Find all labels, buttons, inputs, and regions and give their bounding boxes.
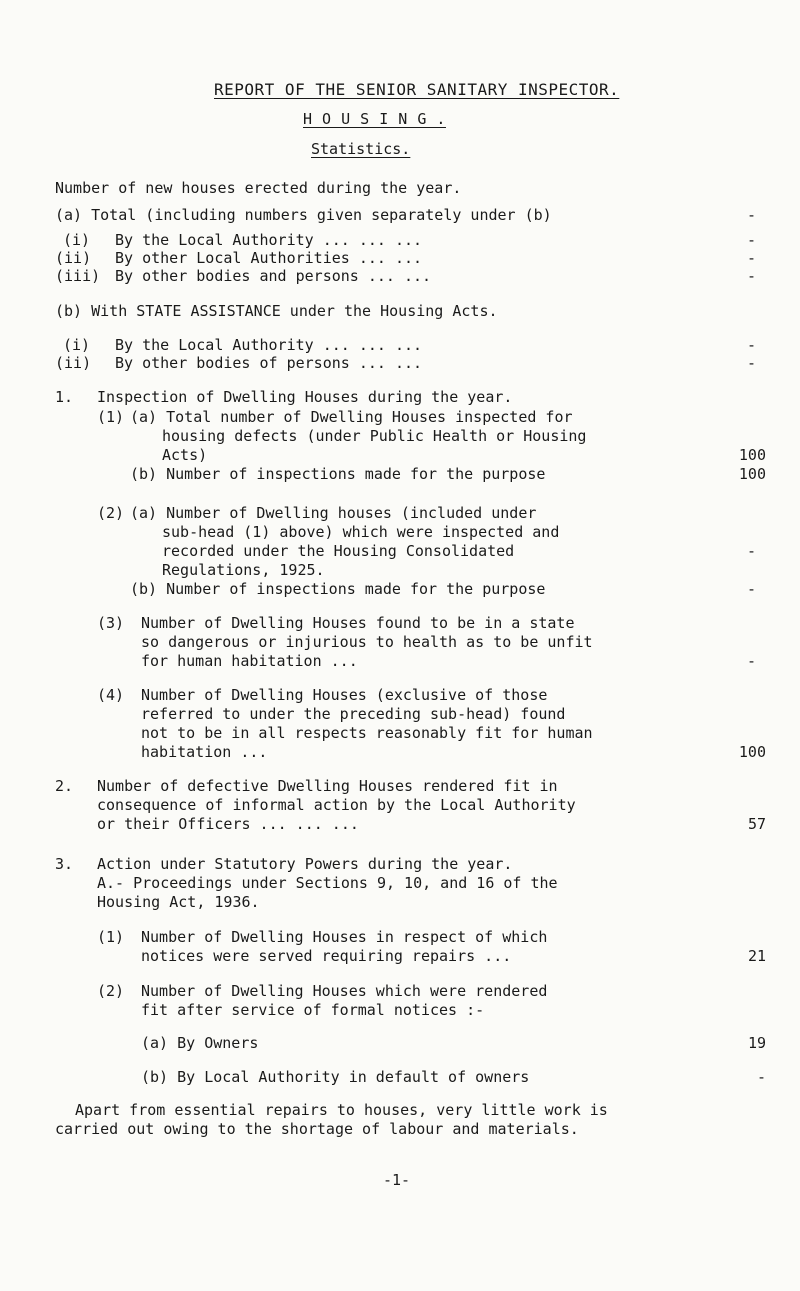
list-item-value: - (746, 336, 756, 354)
list-item-value: - (746, 267, 756, 285)
value: - (756, 1068, 766, 1086)
text-line: Number of Dwelling Houses which were rendered (141, 982, 548, 1000)
subitem-number: (1) (97, 928, 125, 946)
value: 100 (738, 446, 766, 464)
text-line: habitation ... (141, 743, 268, 761)
subitem-number: (2) (97, 504, 125, 522)
text-line: notices were served requiring repairs ... (141, 947, 512, 965)
text-line: Number of Dwelling Houses (exclusive of those (141, 686, 548, 704)
list-item-text: By the Local Authority ... ... ... (115, 231, 423, 249)
list-item-text: By the Local Authority ... ... ... (115, 336, 423, 354)
text-line: (b) By Local Authority in default of owners (141, 1068, 530, 1086)
section-heading: H O U S I N G . (303, 110, 446, 128)
page-title: REPORT OF THE SENIOR SANITARY INSPECTOR. (214, 80, 620, 99)
list-item-value: - (746, 249, 756, 267)
new-houses-a-value: - (746, 206, 756, 224)
text-line: A.- Proceedings under Sections 9, 10, and 16 of the (97, 874, 558, 892)
item-number: 3. (55, 855, 74, 873)
item-number: 2. (55, 777, 74, 795)
text-line: sub-head (1) above) which were inspected and (162, 523, 560, 541)
text-line: or their Officers ... ... ... (97, 815, 359, 833)
value: 57 (747, 815, 766, 833)
list-item-num: (ii) (55, 354, 92, 372)
action-heading: Action under Statutory Powers during the year. (97, 855, 513, 873)
value: - (746, 542, 756, 560)
list-item-value: - (746, 354, 756, 372)
subitem-number: (4) (97, 686, 125, 704)
value: 100 (738, 465, 766, 483)
list-item-text: By other bodies of persons ... ... (115, 354, 423, 372)
new-houses-b-label: (b) With STATE ASSISTANCE under the Housing Acts. (55, 302, 498, 320)
list-item-num: (ii) (55, 249, 92, 267)
item-number: 1. (55, 388, 74, 406)
new-houses-a-label: (a) Total (including numbers given separately under (b) (55, 206, 552, 224)
page-number: -1- (383, 1171, 411, 1189)
text-line: (a) Total number of Dwelling Houses inspected for (130, 408, 573, 426)
text-line: so dangerous or injurious to health as to be unfit (141, 633, 593, 651)
text-line: referred to under the preceding sub-head) found (141, 705, 566, 723)
text-line: (a) By Owners (141, 1034, 259, 1052)
closing-line: Apart from essential repairs to houses, very little work is (75, 1101, 608, 1119)
closing-line: carried out owing to the shortage of labour and materials. (55, 1120, 579, 1138)
text-line: fit after service of formal notices :- (141, 1001, 485, 1019)
list-item-text: By other Local Authorities ... ... (115, 249, 423, 267)
value: - (746, 580, 756, 598)
text-line: Number of defective Dwelling Houses rendered fit in (97, 777, 558, 795)
list-item-num: (i) (63, 231, 91, 249)
list-item-value: - (746, 231, 756, 249)
inspection-heading: Inspection of Dwelling Houses during the year. (97, 388, 513, 406)
text-line: Number of Dwelling Houses found to be in a state (141, 614, 575, 632)
statistics-heading: Statistics. (311, 140, 411, 158)
text-line: Number of Dwelling Houses in respect of which (141, 928, 548, 946)
list-item-num: (i) (63, 336, 91, 354)
text-line: Acts) (162, 446, 208, 464)
text-line: (b) Number of inspections made for the purpose (130, 465, 546, 483)
subitem-number: (2) (97, 982, 125, 1000)
list-item-text: By other bodies and persons ... ... (115, 267, 432, 285)
text-line: housing defects (under Public Health or Housing (162, 427, 587, 445)
text-line: for human habitation ... (141, 652, 358, 670)
text-line: not to be in all respects reasonably fit for human (141, 724, 593, 742)
subitem-number: (1) (97, 408, 125, 426)
text-line: recorded under the Housing Consolidated (162, 542, 515, 560)
value: 100 (738, 743, 766, 761)
list-item-num: (iii) (55, 267, 101, 285)
text-line: (a) Number of Dwelling houses (included under (130, 504, 537, 522)
new-houses-intro: Number of new houses erected during the year. (55, 179, 462, 197)
text-line: consequence of informal action by the Local Authority (97, 796, 576, 814)
text-line: (b) Number of inspections made for the purpose (130, 580, 546, 598)
subitem-number: (3) (97, 614, 125, 632)
value: 21 (747, 947, 766, 965)
value: 19 (747, 1034, 766, 1052)
text-line: Regulations, 1925. (162, 561, 325, 579)
text-line: Housing Act, 1936. (97, 893, 260, 911)
value: - (746, 652, 756, 670)
